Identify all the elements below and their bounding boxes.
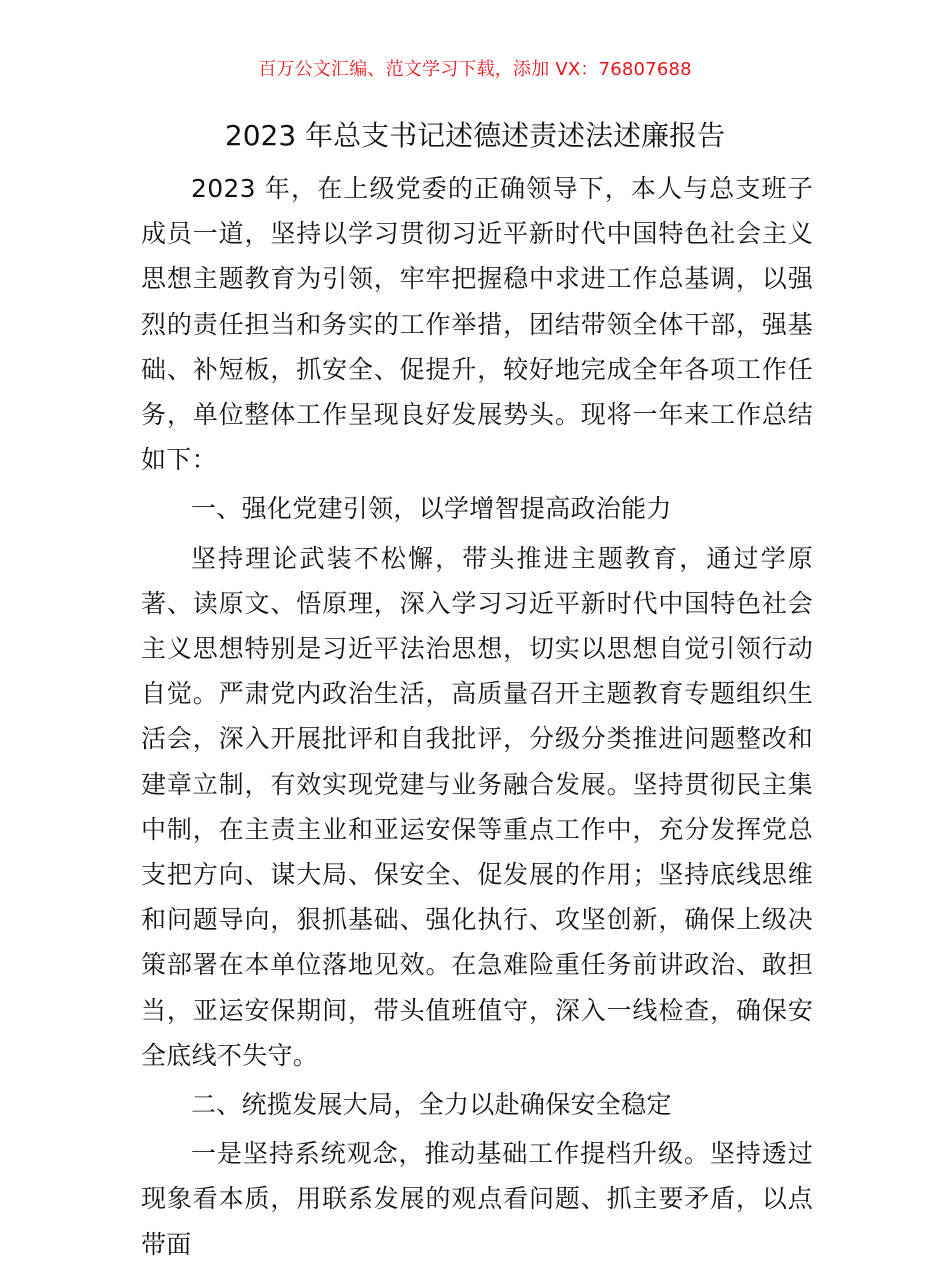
paragraph-section-1: 坚持理论武装不松懈，带头推进主题教育，通过学原著、读原文、悟原理，深入学习习近平新时代中国特色社会主义思想特别是习近平法治思想，切实以思想自觉引领行动自觉。严肃党内政治生活，高质量召开主题教育专题组织生活会，深入开展批评和自我批评，分级分类推进问题整改和建章立制，有效实现党建与业务融合发展。坚持贯彻民主集中制，在主责主业和亚运安保等重点工作中，充分发挥党总支把方向、谋大局、保安全、促发展的作用；坚持底线思维和问题导向，狠抓基础、强化执行、攻坚创新，确保上级决策部署在本单位落地见效。在急难险重任务前讲政治、敢担当，亚运安保期间，带头值班值守，深入一线检查，确保安全底线不失守。	[141, 543, 813, 1070]
watermark-header: 百万公文汇编、范文学习下载，添加 VX：76807688	[258, 59, 692, 80]
paragraph-intro: 2023 年，在上级党委的正确领导下，本人与总支班子成员一道，坚持以学习贯彻习近平新时代中国特色社会主义思想主题教育为引领，牢牢把握稳中求进工作总基调，以强烈的责任担当和务实的工作举措，团结带领全体干部，强基础、补短板，抓安全、促提升，较好地完成全年各项工作任务，单位整体工作呈现良好发展势头。现将一年来工作总结如下：	[141, 174, 813, 475]
section-heading-2: 二、统揽发展大局，全力以赴确保安全稳定	[191, 1090, 672, 1120]
document-body	[141, 166, 813, 1267]
section-heading-1: 一、强化党建引领，以学增智提高政治能力	[191, 494, 672, 524]
page-title: 2023 年总支书记述德述责述法述廉报告	[224, 119, 726, 152]
paragraph-section-2: 一是坚持系统观念，推动基础工作提档升级。坚持透过现象看本质，用联系发展的观点看问题、抓主要矛盾，以点带面	[141, 1139, 813, 1259]
